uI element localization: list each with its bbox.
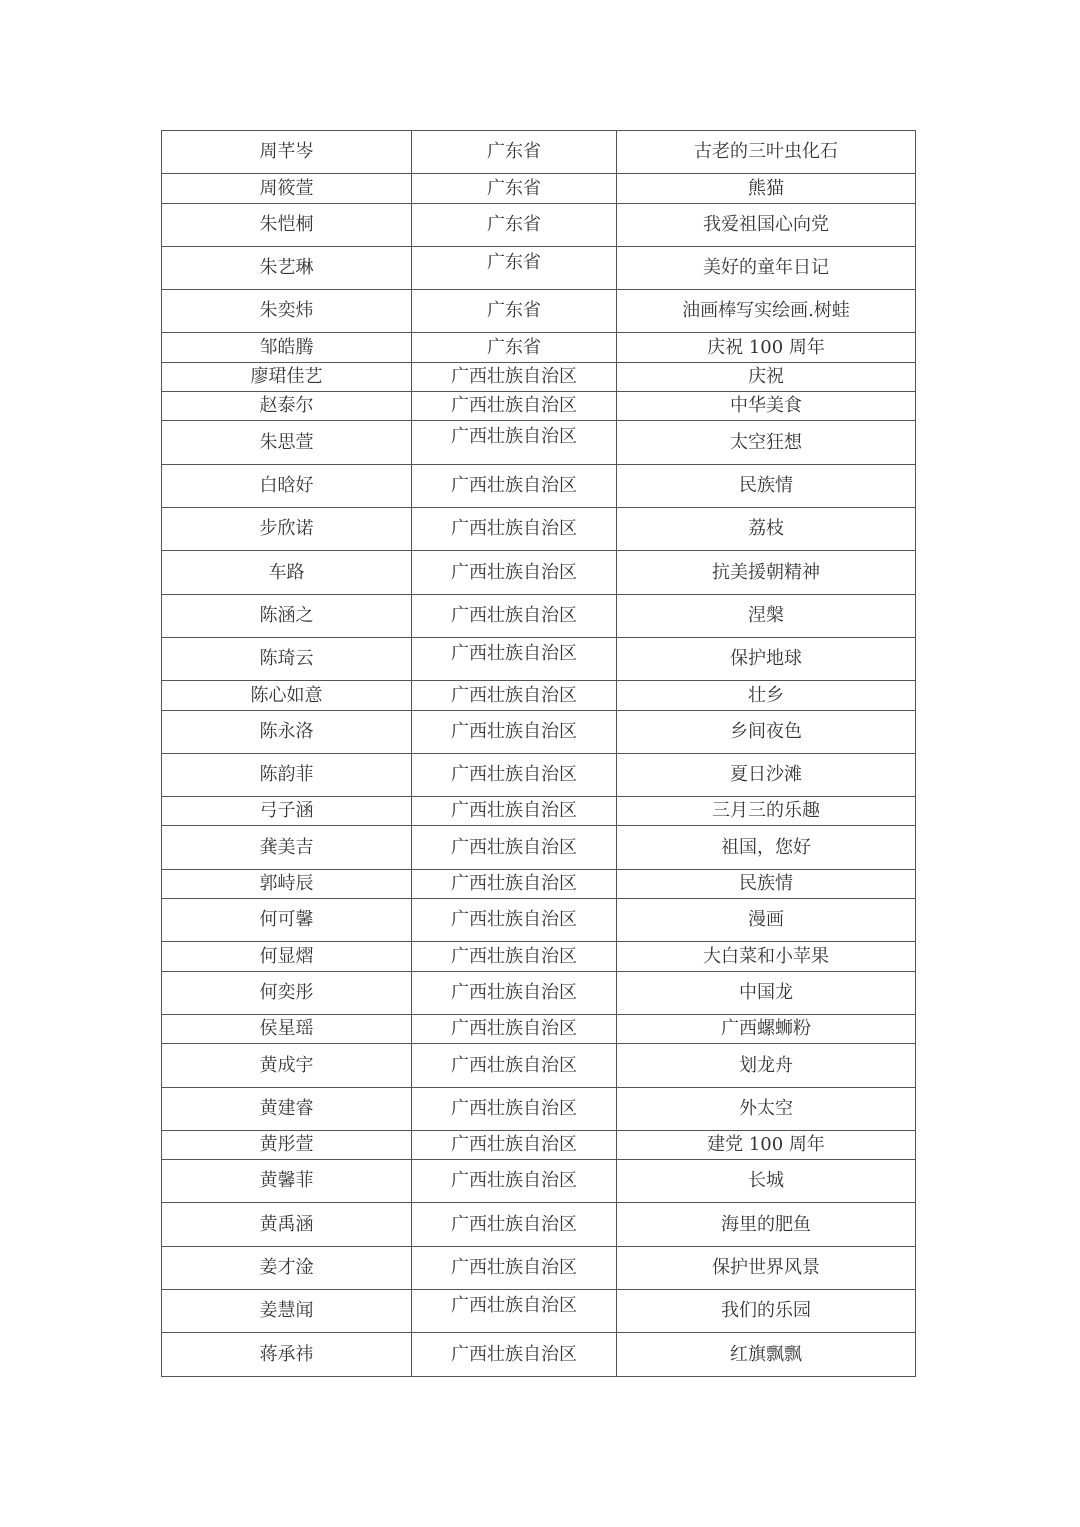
table-row [162,131,916,174]
name-cell: 陈涵之 [162,595,412,638]
artwork-title-cell: 广西螺蛳粉 [617,1015,916,1044]
name-cell: 周芊岑 [162,131,412,174]
region-cell: 广东省 [412,290,617,333]
table-row [162,711,916,754]
artwork-title-cell: 海里的肥鱼 [617,1203,916,1247]
artwork-title-cell: 祖国，您好 [617,826,916,870]
region-cell: 广西壮族自治区 [412,870,617,899]
region-cell: 广东省 [412,333,617,363]
region-cell: 广西壮族自治区 [412,826,617,870]
region-cell: 广西壮族自治区 [412,1044,617,1088]
region-cell: 广东省 [412,174,617,204]
table-row [162,1131,916,1160]
table-row [162,1333,916,1377]
name-cell: 何显熠 [162,942,412,972]
name-cell: 龚美吉 [162,826,412,870]
artwork-title-cell: 民族情 [617,465,916,508]
table-row [162,1044,916,1088]
table-row [162,333,916,363]
artwork-title-cell: 划龙舟 [617,1044,916,1088]
table-row [162,1015,916,1044]
table-row [162,465,916,508]
region-cell: 广西壮族自治区 [412,1015,617,1044]
region-cell: 广西壮族自治区 [412,942,617,972]
artwork-title-cell: 外太空 [617,1088,916,1131]
region-cell: 广西壮族自治区 [412,392,617,421]
region-cell: 广东省 [412,247,617,290]
artwork-title-cell: 熊猫 [617,174,916,204]
region-cell: 广西壮族自治区 [412,363,617,392]
region-cell: 广西壮族自治区 [412,595,617,638]
region-cell: 广西壮族自治区 [412,465,617,508]
table-row [162,826,916,870]
table-row [162,1088,916,1131]
region-cell: 广西壮族自治区 [412,1333,617,1377]
region-cell: 广西壮族自治区 [412,421,617,465]
artwork-title-cell: 美好的童年日记 [617,247,916,290]
table-row [162,421,916,465]
table-row [162,638,916,681]
region-cell: 广西壮族自治区 [412,972,617,1015]
artwork-title-cell: 保护世界风景 [617,1247,916,1290]
region-cell: 广西壮族自治区 [412,1088,617,1131]
artwork-title-cell: 抗美援朝精神 [617,551,916,595]
artwork-title-cell: 民族情 [617,870,916,899]
name-cell: 姜慧闻 [162,1290,412,1333]
artwork-title-cell: 庆祝 100 周年 [617,333,916,363]
name-cell: 朱思萱 [162,421,412,465]
region-cell: 广西壮族自治区 [412,1160,617,1203]
artwork-title-cell: 乡间夜色 [617,711,916,754]
artwork-title-cell: 红旗飘飘 [617,1333,916,1377]
table-row [162,595,916,638]
table-row [162,290,916,333]
name-cell: 蒋承祎 [162,1333,412,1377]
name-cell: 何可馨 [162,899,412,942]
table-row [162,1290,916,1333]
name-cell: 陈琦云 [162,638,412,681]
table-row [162,392,916,421]
table-row [162,681,916,711]
artwork-title-cell: 中华美食 [617,392,916,421]
region-cell: 广西壮族自治区 [412,551,617,595]
region-cell: 广西壮族自治区 [412,1131,617,1160]
name-cell: 侯星瑶 [162,1015,412,1044]
name-cell: 黄彤萱 [162,1131,412,1160]
name-cell: 廖珺佳艺 [162,363,412,392]
name-cell: 周筱萱 [162,174,412,204]
name-cell: 姜才淦 [162,1247,412,1290]
table-row [162,1247,916,1290]
table-row [162,797,916,826]
region-cell: 广西壮族自治区 [412,508,617,551]
table-row [162,754,916,797]
artwork-title-cell: 我们的乐园 [617,1290,916,1333]
table-row [162,870,916,899]
artwork-title-cell: 漫画 [617,899,916,942]
artwork-title-cell: 三月三的乐趣 [617,797,916,826]
name-cell: 步欣诺 [162,508,412,551]
artwork-title-cell: 建党 100 周年 [617,1131,916,1160]
region-cell: 广西壮族自治区 [412,754,617,797]
artwork-title-cell: 油画棒写实绘画.树蛙 [617,290,916,333]
participant-table [161,130,916,1377]
table-body [162,131,916,1377]
artwork-title-cell: 大白菜和小苹果 [617,942,916,972]
table-row [162,899,916,942]
name-cell: 何奕彤 [162,972,412,1015]
table-row [162,204,916,247]
name-cell: 白晗好 [162,465,412,508]
name-cell: 陈韵菲 [162,754,412,797]
table-row [162,942,916,972]
region-cell: 广西壮族自治区 [412,681,617,711]
name-cell: 陈心如意 [162,681,412,711]
artwork-title-cell: 长城 [617,1160,916,1203]
artwork-title-cell: 保护地球 [617,638,916,681]
name-cell: 朱艺琳 [162,247,412,290]
name-cell: 邹皓腾 [162,333,412,363]
artwork-title-cell: 荔枝 [617,508,916,551]
table-row [162,247,916,290]
artwork-title-cell: 太空狂想 [617,421,916,465]
region-cell: 广东省 [412,204,617,247]
artwork-title-cell: 我爱祖国心向党 [617,204,916,247]
table-row [162,508,916,551]
region-cell: 广西壮族自治区 [412,899,617,942]
region-cell: 广西壮族自治区 [412,1203,617,1247]
name-cell: 朱恺桐 [162,204,412,247]
artwork-title-cell: 涅槃 [617,595,916,638]
artwork-title-cell: 壮乡 [617,681,916,711]
table-row [162,551,916,595]
table-row [162,1160,916,1203]
table-row [162,1203,916,1247]
name-cell: 黄建睿 [162,1088,412,1131]
name-cell: 赵泰尔 [162,392,412,421]
name-cell: 黄成宇 [162,1044,412,1088]
name-cell: 朱奕炜 [162,290,412,333]
region-cell: 广东省 [412,131,617,174]
name-cell: 陈永洛 [162,711,412,754]
name-cell: 郭峙辰 [162,870,412,899]
region-cell: 广西壮族自治区 [412,711,617,754]
region-cell: 广西壮族自治区 [412,1290,617,1333]
artwork-title-cell: 中国龙 [617,972,916,1015]
artwork-title-cell: 庆祝 [617,363,916,392]
table-row [162,174,916,204]
artwork-title-cell: 古老的三叶虫化石 [617,131,916,174]
name-cell: 黄馨菲 [162,1160,412,1203]
name-cell: 车路 [162,551,412,595]
artwork-title-cell: 夏日沙滩 [617,754,916,797]
table-row [162,363,916,392]
name-cell: 弓子涵 [162,797,412,826]
name-cell: 黄禹涵 [162,1203,412,1247]
region-cell: 广西壮族自治区 [412,1247,617,1290]
region-cell: 广西壮族自治区 [412,638,617,681]
table-row [162,972,916,1015]
region-cell: 广西壮族自治区 [412,797,617,826]
